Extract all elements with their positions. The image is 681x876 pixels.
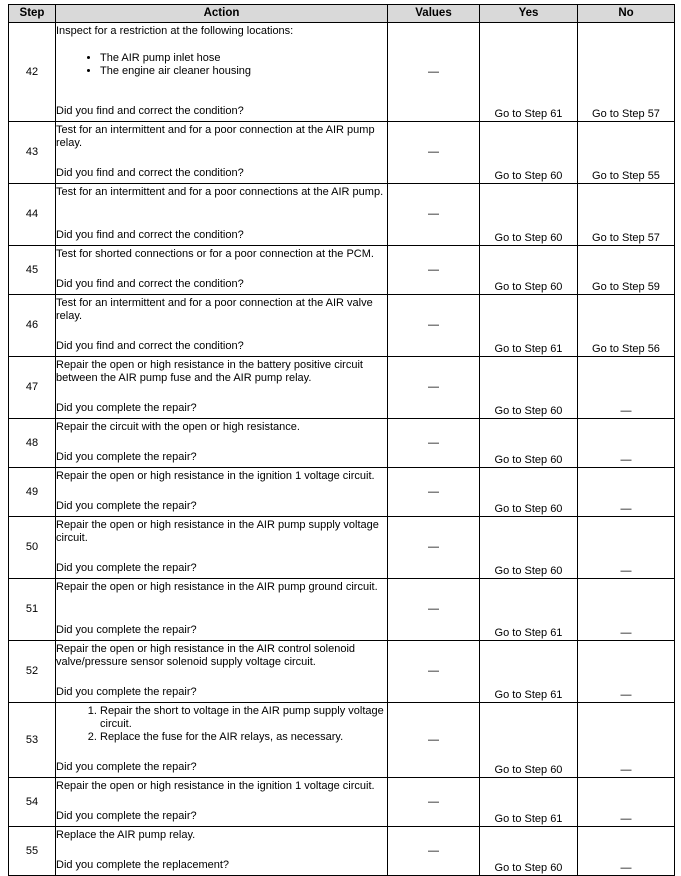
action-intro: Repair the open or high resistance in the ignition 1 voltage circuit. bbox=[56, 780, 375, 792]
table-row bbox=[9, 122, 675, 184]
action-question: Did you complete the repair? bbox=[56, 451, 197, 463]
values-cell: — bbox=[388, 23, 480, 122]
no-cell: Go to Step 57 bbox=[578, 23, 675, 122]
action-cell bbox=[56, 184, 388, 246]
yes-cell: Go to Step 60 bbox=[480, 122, 578, 184]
action-question: Did you find and correct the condition? bbox=[56, 105, 244, 117]
action-instructions bbox=[56, 470, 387, 483]
action-intro: Repair the open or high resistance in the AIR pump ground circuit. bbox=[56, 581, 378, 593]
action-question: Did you complete the repair? bbox=[56, 562, 197, 574]
table-row bbox=[9, 184, 675, 246]
yes-cell: Go to Step 61 bbox=[480, 295, 578, 357]
values-cell: — bbox=[388, 295, 480, 357]
action-instructions bbox=[56, 643, 387, 669]
action-cell bbox=[56, 641, 388, 703]
header-no: No bbox=[578, 5, 675, 23]
action-instructions bbox=[56, 581, 387, 594]
table-row bbox=[9, 357, 675, 419]
action-question: Did you complete the repair? bbox=[56, 624, 197, 636]
values-cell: — bbox=[388, 641, 480, 703]
no-cell: Go to Step 57 bbox=[578, 184, 675, 246]
action-content bbox=[56, 357, 387, 417]
action-content bbox=[56, 641, 387, 701]
values-cell: — bbox=[388, 357, 480, 419]
header-step: Step bbox=[9, 5, 56, 23]
step-number: 50 bbox=[9, 517, 56, 579]
action-content bbox=[56, 184, 387, 244]
table-row bbox=[9, 641, 675, 703]
action-instructions bbox=[56, 359, 387, 385]
values-cell: — bbox=[388, 122, 480, 184]
action-cell bbox=[56, 295, 388, 357]
action-cell bbox=[56, 23, 388, 122]
action-cell bbox=[56, 579, 388, 641]
action-question: Did you complete the replacement? bbox=[56, 859, 230, 871]
action-instructions bbox=[56, 248, 387, 261]
no-cell: — bbox=[578, 357, 675, 419]
action-instructions bbox=[56, 25, 387, 84]
table-body bbox=[9, 23, 675, 876]
action-cell bbox=[56, 517, 388, 579]
table-row bbox=[9, 517, 675, 579]
step-number: 52 bbox=[9, 641, 56, 703]
step-number: 46 bbox=[9, 295, 56, 357]
action-cell bbox=[56, 778, 388, 827]
diagnostic-table bbox=[8, 4, 675, 876]
action-intro: Test for shorted connections or for a poor connection at the PCM. bbox=[56, 248, 374, 260]
action-intro: Test for an intermittent and for a poor connection at the AIR pump relay. bbox=[56, 124, 375, 149]
action-cell bbox=[56, 357, 388, 419]
no-cell: — bbox=[578, 468, 675, 517]
action-content bbox=[56, 295, 387, 355]
values-cell: — bbox=[388, 579, 480, 641]
header-action: Action bbox=[56, 5, 388, 23]
action-content bbox=[56, 419, 387, 466]
action-intro: Test for an intermittent and for a poor connections at the AIR pump. bbox=[56, 186, 384, 198]
values-cell: — bbox=[388, 419, 480, 468]
yes-cell: Go to Step 60 bbox=[480, 827, 578, 876]
yes-cell: Go to Step 60 bbox=[480, 468, 578, 517]
header-row bbox=[9, 5, 675, 23]
yes-cell: Go to Step 61 bbox=[480, 778, 578, 827]
no-cell: — bbox=[578, 827, 675, 876]
step-number: 42 bbox=[9, 23, 56, 122]
list-item: 1. Repair the short to voltage in the AIR pump supply voltage circuit. bbox=[100, 705, 387, 731]
yes-cell: Go to Step 60 bbox=[480, 517, 578, 579]
step-number: 45 bbox=[9, 246, 56, 295]
yes-cell: Go to Step 61 bbox=[480, 641, 578, 703]
values-cell: — bbox=[388, 703, 480, 778]
table-row bbox=[9, 827, 675, 876]
table-row bbox=[9, 246, 675, 295]
step-number: 51 bbox=[9, 579, 56, 641]
action-intro: Replace the AIR pump relay. bbox=[56, 829, 196, 841]
action-cell bbox=[56, 122, 388, 184]
yes-cell: Go to Step 60 bbox=[480, 703, 578, 778]
action-question: Did you find and correct the condition? bbox=[56, 340, 244, 352]
action-intro: Repair the open or high resistance in the ignition 1 voltage circuit. bbox=[56, 470, 375, 482]
action-content bbox=[56, 23, 387, 120]
yes-cell: Go to Step 60 bbox=[480, 184, 578, 246]
action-instructions bbox=[56, 124, 387, 150]
no-cell: — bbox=[578, 419, 675, 468]
no-cell: — bbox=[578, 778, 675, 827]
action-content bbox=[56, 246, 387, 293]
action-content bbox=[56, 778, 387, 825]
no-cell: Go to Step 56 bbox=[578, 295, 675, 357]
action-intro: Test for an intermittent and for a poor connection at the AIR valve relay. bbox=[56, 297, 373, 322]
step-number: 47 bbox=[9, 357, 56, 419]
step-number: 53 bbox=[9, 703, 56, 778]
action-question: Did you complete the repair? bbox=[56, 810, 197, 822]
values-cell: — bbox=[388, 468, 480, 517]
action-intro: Repair the open or high resistance in the AIR control solenoid valve/pressure sensor solenoid supply voltage circuit. bbox=[56, 643, 356, 668]
action-content bbox=[56, 122, 387, 182]
action-question: Did you find and correct the condition? bbox=[56, 278, 244, 290]
table-row bbox=[9, 579, 675, 641]
action-intro: Repair the open or high resistance in the AIR pump supply voltage circuit. bbox=[56, 519, 379, 544]
repair-steps-list bbox=[56, 705, 387, 744]
table-row bbox=[9, 419, 675, 468]
step-number: 55 bbox=[9, 827, 56, 876]
action-intro: Repair the open or high resistance in the battery positive circuit between the AIR pump fuse and the AIR pump relay. bbox=[56, 359, 363, 384]
list-item: 2. Replace the fuse for the AIR relays, as necessary. bbox=[100, 731, 387, 744]
action-question: Did you find and correct the condition? bbox=[56, 229, 244, 241]
action-instructions bbox=[56, 519, 387, 545]
action-cell bbox=[56, 827, 388, 876]
table-row bbox=[9, 703, 675, 778]
action-question: Did you complete the repair? bbox=[56, 402, 197, 414]
action-question: Did you find and correct the condition? bbox=[56, 167, 244, 179]
action-content bbox=[56, 468, 387, 515]
no-cell: — bbox=[578, 641, 675, 703]
action-instructions bbox=[56, 297, 387, 323]
action-cell bbox=[56, 419, 388, 468]
action-question: Did you complete the repair? bbox=[56, 686, 197, 698]
action-intro: Inspect for a restriction at the following locations: bbox=[56, 25, 294, 37]
step-number: 54 bbox=[9, 778, 56, 827]
yes-cell: Go to Step 60 bbox=[480, 246, 578, 295]
action-content bbox=[56, 517, 387, 577]
yes-cell: Go to Step 61 bbox=[480, 23, 578, 122]
location-list bbox=[56, 52, 387, 78]
no-cell: Go to Step 59 bbox=[578, 246, 675, 295]
values-cell: — bbox=[388, 184, 480, 246]
step-number: 43 bbox=[9, 122, 56, 184]
action-instructions bbox=[56, 829, 387, 842]
action-content bbox=[56, 703, 387, 776]
no-cell: — bbox=[578, 579, 675, 641]
action-intro: Repair the circuit with the open or high resistance. bbox=[56, 421, 300, 433]
action-cell bbox=[56, 468, 388, 517]
values-cell: — bbox=[388, 517, 480, 579]
no-cell: — bbox=[578, 703, 675, 778]
values-cell: — bbox=[388, 778, 480, 827]
action-question: Did you complete the repair? bbox=[56, 761, 197, 773]
list-item: • The engine air cleaner housing bbox=[100, 65, 387, 78]
action-instructions bbox=[56, 705, 387, 744]
step-number: 48 bbox=[9, 419, 56, 468]
table-row bbox=[9, 468, 675, 517]
list-item: • The AIR pump inlet hose bbox=[100, 52, 387, 65]
yes-cell: Go to Step 60 bbox=[480, 419, 578, 468]
step-number: 49 bbox=[9, 468, 56, 517]
action-cell bbox=[56, 246, 388, 295]
values-cell: — bbox=[388, 827, 480, 876]
action-cell bbox=[56, 703, 388, 778]
action-question: Did you complete the repair? bbox=[56, 500, 197, 512]
action-content bbox=[56, 579, 387, 639]
step-number: 44 bbox=[9, 184, 56, 246]
table-row bbox=[9, 295, 675, 357]
table-row bbox=[9, 23, 675, 122]
action-instructions bbox=[56, 421, 387, 434]
yes-cell: Go to Step 61 bbox=[480, 579, 578, 641]
header-yes: Yes bbox=[480, 5, 578, 23]
action-instructions bbox=[56, 186, 387, 199]
action-instructions bbox=[56, 780, 387, 793]
values-cell: — bbox=[388, 246, 480, 295]
no-cell: — bbox=[578, 517, 675, 579]
header-values: Values bbox=[388, 5, 480, 23]
yes-cell: Go to Step 60 bbox=[480, 357, 578, 419]
no-cell: Go to Step 55 bbox=[578, 122, 675, 184]
table-row bbox=[9, 778, 675, 827]
